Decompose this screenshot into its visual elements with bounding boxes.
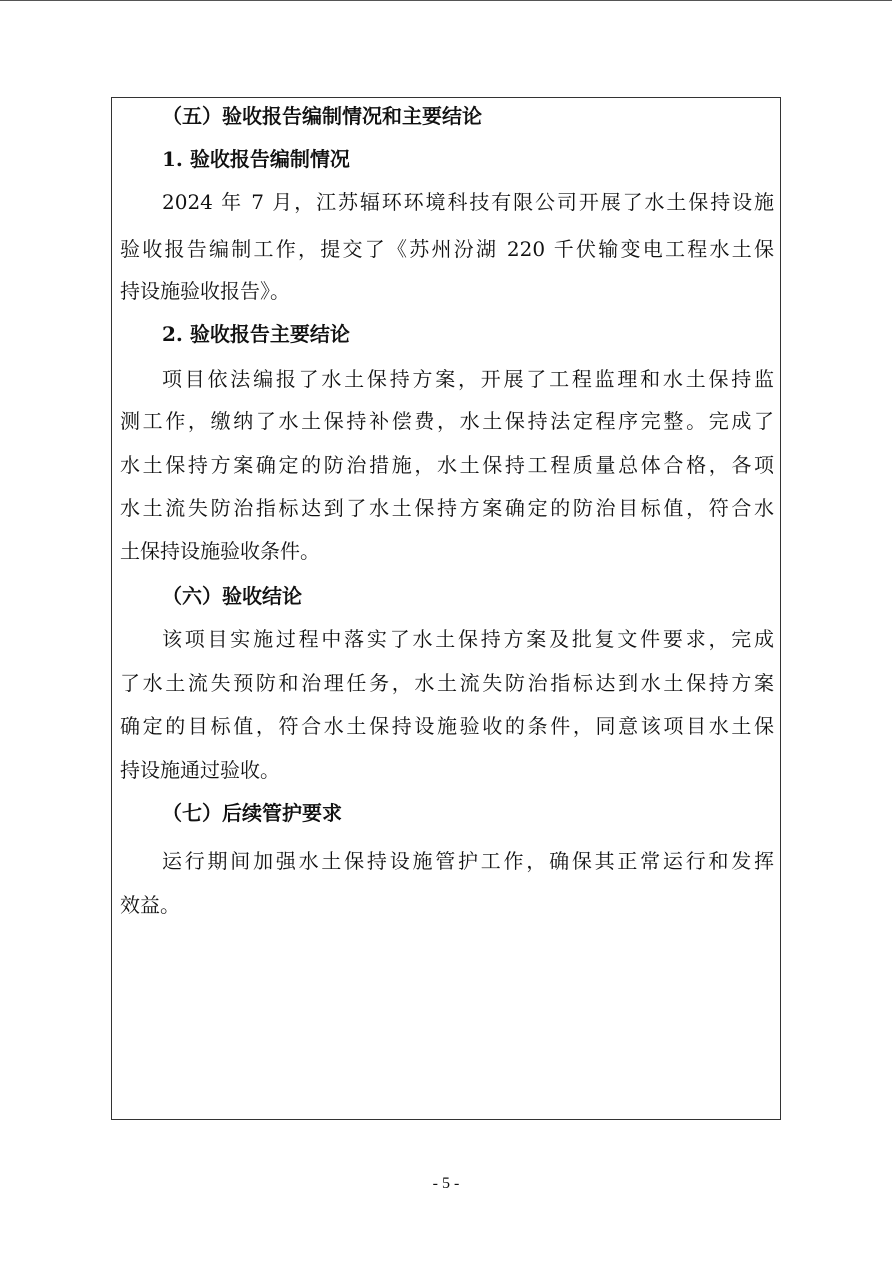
paragraph-line: 确定的目标值，符合水土保持设施验收的条件，同意该项目水土保 [120,714,774,738]
paragraph-line: 验收报告编制工作，提交了《苏州汾湖 220 千伏输变电工程水土保 [120,237,774,261]
paragraph-line: 持设施验收报告》。 [120,279,290,303]
paragraph-line: 效益。 [120,893,180,917]
paragraph-line: 了水土流失预防和治理任务，水土流失防治指标达到水土保持方案 [120,671,774,695]
page-number: - 5 - [432,1175,460,1192]
paragraph-line: 持设施通过验收。 [120,758,280,782]
paragraph-line: 运行期间加强水土保持设施管护工作，确保其正常运行和发挥 [162,849,774,873]
paragraph-line: 该项目实施过程中落实了水土保持方案及批复文件要求，完成 [162,627,774,651]
paragraph-line: 水土流失防治指标达到了水土保持方案确定的防治目标值，符合水 [120,496,774,520]
section-7-heading: （七）后续管护要求 [162,801,342,825]
subsection-2-heading: 2. 验收报告主要结论 [162,322,350,346]
paragraph-line: 土保持设施验收条件。 [120,539,320,563]
paragraph-line: 测工作，缴纳了水土保持补偿费，水土保持法定程序完整。完成了 [120,409,774,433]
section-5-heading: （五）验收报告编制情况和主要结论 [162,104,482,128]
paragraph-line: 项目依法编报了水土保持方案，开展了工程监理和水土保持监 [162,367,774,391]
paragraph-line: 水土保持方案确定的防治措施，水土保持工程质量总体合格，各项 [120,453,774,477]
section-6-heading: （六）验收结论 [162,584,302,608]
top-border-rule [0,0,892,1]
paragraph-line: 2024 年 7 月，江苏辐环环境科技有限公司开展了水土保持设施 [162,190,774,214]
subsection-1-heading: 1. 验收报告编制情况 [162,147,350,171]
